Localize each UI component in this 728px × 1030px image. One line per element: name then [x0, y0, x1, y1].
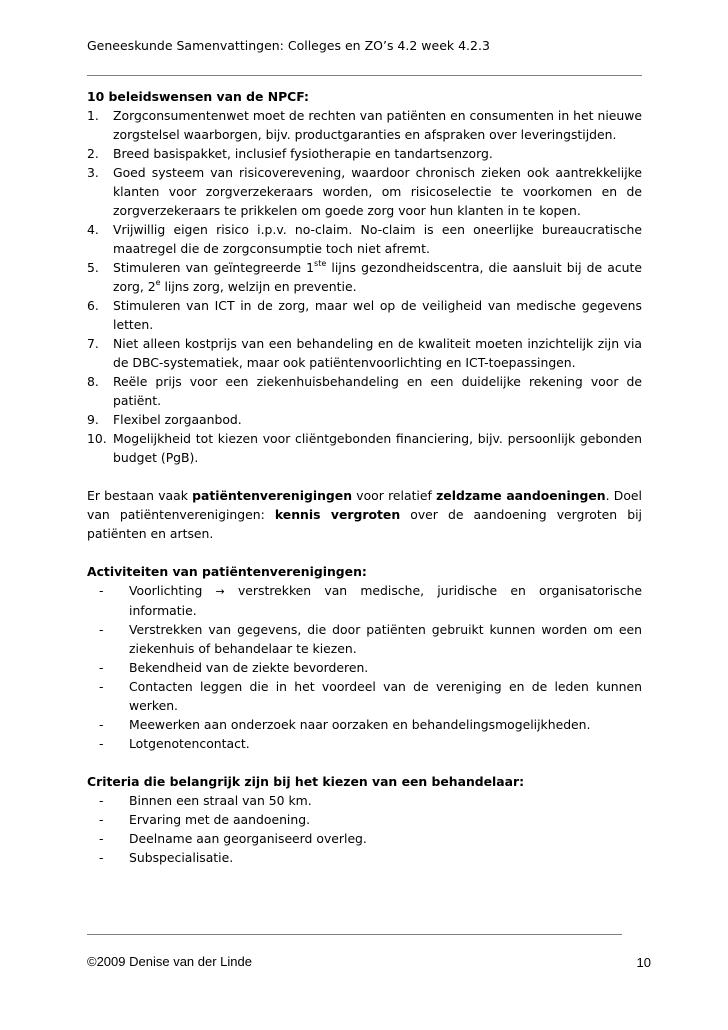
list-item [87, 220, 642, 258]
spacer [87, 543, 642, 562]
list-text: Mogelijkheid tot kiezen voor cliëntgebonden financiering, bijv. persoonlijk gebonden budget (PgB). [113, 431, 642, 465]
spacer [87, 753, 642, 772]
bullet-item [87, 734, 642, 753]
list-text: Zorgconsumentenwet moet de rechten van patiënten en consumenten in het nieuwe zorgstelsel waarborgen, bijv. productgaranties en afspraken over leveringstijden. [113, 108, 642, 142]
list-number: 3. [87, 165, 99, 180]
bullet-dash: - [99, 583, 104, 598]
text-run: Er bestaan vaak [87, 488, 193, 503]
bullet-dash: - [99, 793, 104, 808]
bullet-item [87, 620, 642, 658]
bullet-dash: - [99, 850, 104, 865]
footer-divider [87, 934, 622, 935]
text-run: voor relatief [352, 488, 437, 503]
bold-term: zeldzame aandoeningen [436, 488, 606, 503]
list-number: 8. [87, 374, 99, 389]
list-number: 5. [87, 260, 99, 275]
list-item [87, 334, 642, 372]
header-divider [87, 75, 642, 76]
bullet-item [87, 791, 642, 810]
bullet-item [87, 810, 642, 829]
bullet-dash: - [99, 622, 104, 637]
text-run: . Doel van patiëntenverenigingen: [87, 488, 642, 522]
page-number: 10 [636, 955, 651, 970]
page-content [87, 87, 642, 867]
bullet-dash: - [99, 812, 104, 827]
bullet-text: Verstrekken van gegevens, die door patiënten gebruikt kunnen worden om een ziekenhuis of behandelaar te kiezen. [129, 622, 642, 656]
bullet-dash: - [99, 717, 104, 732]
bullet-text [129, 581, 642, 620]
list-item [87, 144, 642, 163]
arrow-right-icon: → [215, 585, 225, 598]
criteria-heading: Criteria die belangrijk zijn bij het kiezen van een behandelaar: [87, 774, 525, 789]
text-run: verstrekken van medische, juridische en organisatorische informatie. [129, 583, 642, 618]
list-text-part: Stimuleren van geïntegreerde 1 [113, 260, 315, 275]
bullet-item [87, 829, 642, 848]
list-number: 2. [87, 146, 99, 161]
npcf-heading: 10 beleidswensen van de NPCF: [87, 89, 310, 104]
bullet-text: Ervaring met de aandoening. [129, 812, 311, 827]
list-text: Goed systeem van risicoverevening, waardoor chronisch zieken ook aantrekkelijke klanten voor zorgverzekeraars worden, om risicoselectie te voorkomen en de zorgverzekeraars te prikkelen om goede zorg voor hun klanten in te kopen. [113, 165, 642, 218]
bullet-text: Binnen een straal van 50 km. [129, 793, 312, 808]
list-number: 4. [87, 222, 99, 237]
bullet-text: Meewerken aan onderzoek naar oorzaken en behandelingsmogelijkheden. [129, 717, 591, 732]
list-number: 7. [87, 336, 99, 351]
bold-term: kennis vergroten [274, 507, 401, 522]
superscript: ste [314, 259, 327, 268]
list-item [87, 163, 642, 220]
bullet-dash: - [99, 736, 104, 751]
list-item [87, 410, 642, 429]
list-text: Stimuleren van ICT in de zorg, maar wel op de veiligheid van medische gegevens letten. [113, 298, 642, 332]
page-header: Geneeskunde Samenvattingen: Colleges en ZO’s 4.2 week 4.2.3 [87, 38, 490, 53]
bullet-item [87, 658, 642, 677]
list-item [87, 106, 642, 144]
bullet-text: Lotgenotencontact. [129, 736, 250, 751]
list-text [113, 258, 642, 296]
list-number: 10. [87, 431, 107, 446]
activities-heading: Activiteiten van patiëntenverenigingen: [87, 564, 367, 579]
bullet-dash: - [99, 660, 104, 675]
bullet-item [87, 581, 642, 620]
intro-paragraph [87, 486, 642, 543]
bullet-item [87, 677, 642, 715]
list-text: Niet alleen kostprijs van een behandeling en de kwaliteit moeten inzichtelijk zijn via de DBC-systematiek, maar ook patiëntenvoorlichting en ICT-toepassingen. [113, 336, 642, 370]
list-item [87, 372, 642, 410]
list-item [87, 429, 642, 467]
list-item [87, 296, 642, 334]
list-item [87, 258, 642, 296]
bullet-item [87, 848, 642, 867]
bold-term: patiëntenverenigingen [192, 488, 353, 503]
list-text-part: lijns gezondheidscentra, die aansluit bij de acute zorg, 2 [113, 260, 642, 294]
list-number: 1. [87, 108, 99, 123]
superscript: e [155, 278, 161, 287]
text-run: over de aandoening vergroten bij patiënten en artsen. [87, 507, 642, 541]
list-text: Flexibel zorgaanbod. [113, 412, 242, 427]
bullet-text: Contacten leggen die in het voordeel van de vereniging en de leden kunnen werken. [129, 679, 642, 713]
bullet-text: Deelname aan georganiseerd overleg. [129, 831, 367, 846]
list-number: 6. [87, 298, 99, 313]
bullet-item [87, 715, 642, 734]
bullet-dash: - [99, 679, 104, 694]
bullet-text: Subspecialisatie. [129, 850, 234, 865]
bullet-dash: - [99, 831, 104, 846]
list-number: 9. [87, 412, 99, 427]
bullet-text: Bekendheid van de ziekte bevorderen. [129, 660, 369, 675]
list-text: Reële prijs voor een ziekenhuisbehandeling en een duidelijke rekening voor de patiënt. [113, 374, 642, 408]
list-text: Vrijwillig eigen risico i.p.v. no-claim. No-claim is een oneerlijke bureaucratische maatregel die de zorgconsumptie toch niet afremt. [113, 222, 642, 256]
footer-copyright: ©2009 Denise van der Linde [87, 954, 252, 969]
spacer [87, 467, 642, 486]
text-run: Voorlichting [129, 583, 216, 598]
list-text-part: lijns zorg, welzijn en preventie. [160, 279, 357, 294]
list-text: Breed basispakket, inclusief fysiotherapie en tandartsenzorg. [113, 146, 493, 161]
